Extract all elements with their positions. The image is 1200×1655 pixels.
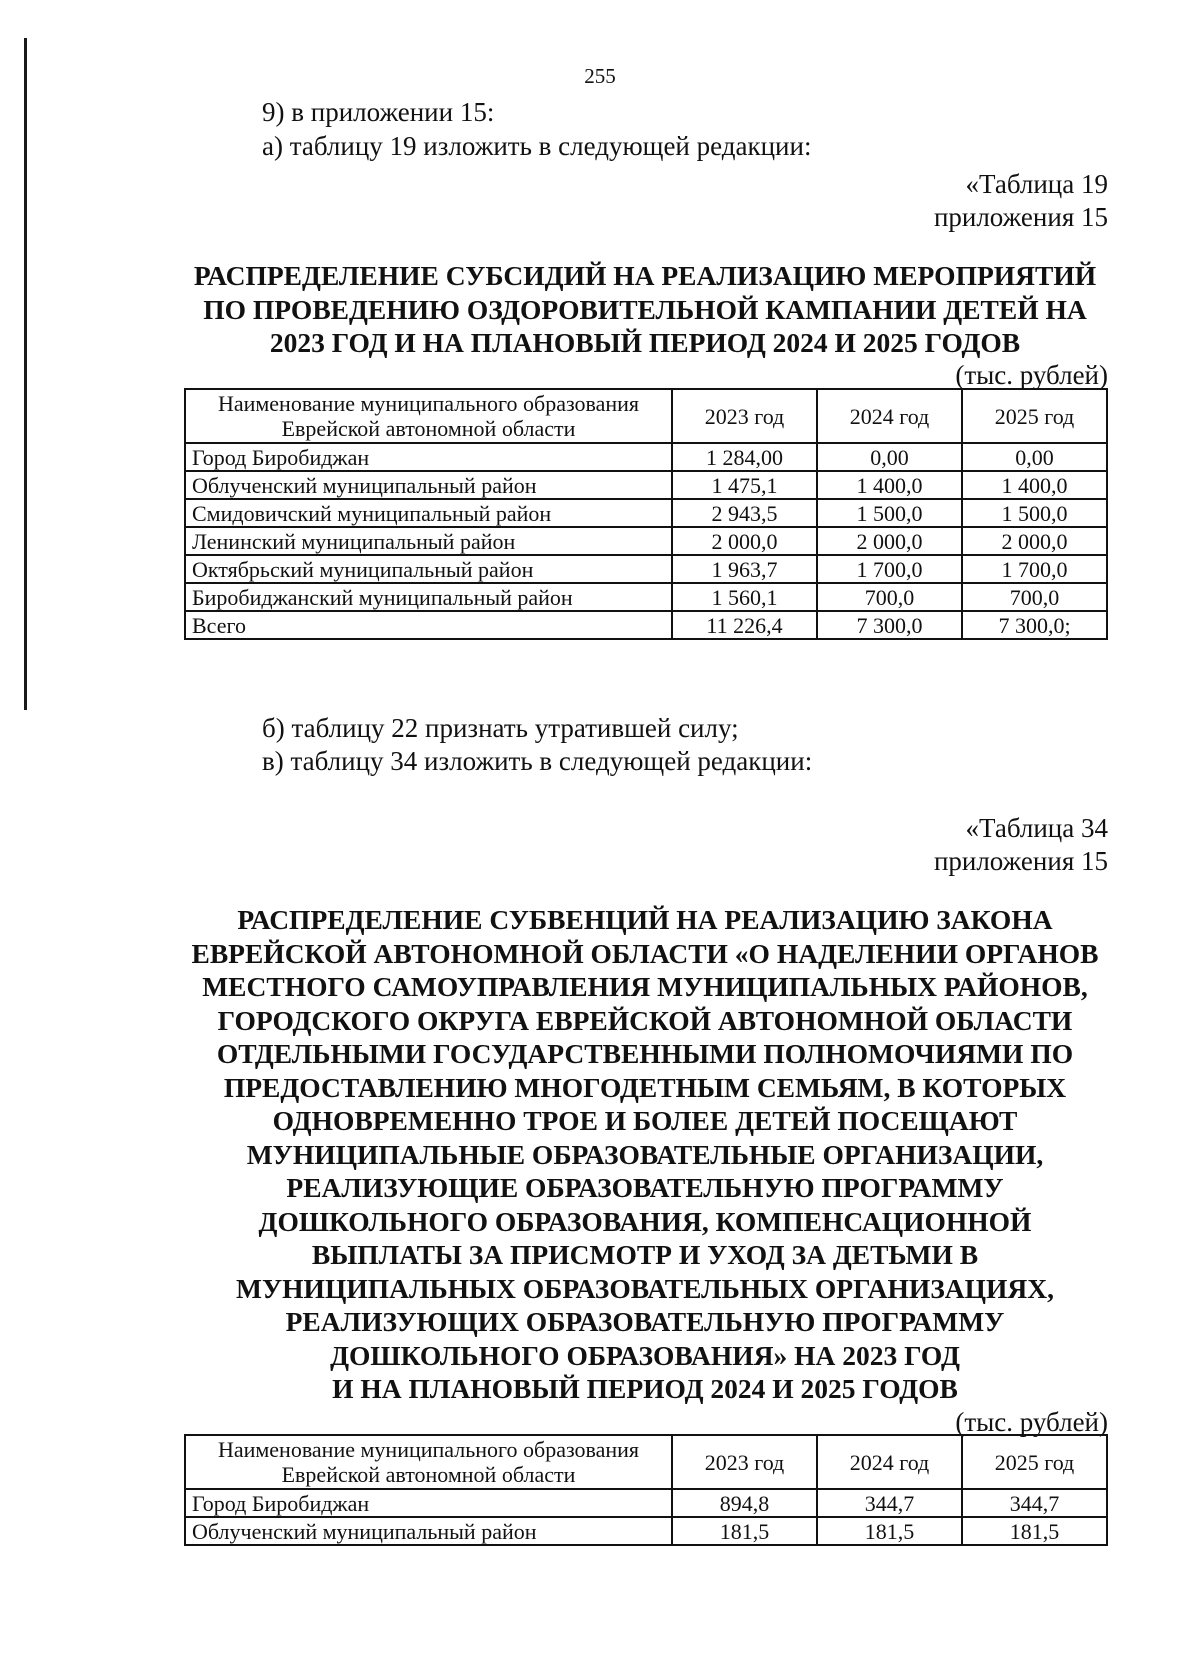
table19-ref-line-1: «Таблица 19: [965, 169, 1108, 199]
header-name-line-1: Наименование муниципального образования: [217, 391, 640, 416]
table34-ref-line-1: «Таблица 34: [965, 813, 1108, 843]
cell-2025: 344,7: [962, 1489, 1107, 1517]
header-2024: 2024 год: [817, 1435, 962, 1489]
table-total-row: [185, 611, 1107, 639]
table-row: [185, 1517, 1107, 1545]
table19-title-line: ПО ПРОВЕДЕНИЮ ОЗДОРОВИТЕЛЬНОЙ КАМПАНИИ ДЕТЕЙ НА: [203, 293, 1087, 325]
table34-title-line: ОТДЕЛЬНЫМИ ГОСУДАРСТВЕННЫМИ ПОЛНОМОЧИЯМИ ПО: [216, 1038, 1074, 1069]
cell-2023: 1 560,1: [672, 583, 817, 611]
header-name-line-2: Еврейской автономной области: [281, 1462, 576, 1487]
header-name-line-1: Наименование муниципального образования: [217, 1437, 640, 1462]
table34-title-line: ДОШКОЛЬНОГО ОБРАЗОВАНИЯ, КОМПЕНСАЦИОННОЙ: [258, 1205, 1032, 1237]
header-2023: 2023 год: [672, 1435, 817, 1489]
header-municipality: [185, 1435, 672, 1489]
table34-title-line: РЕАЛИЗУЮЩИЕ ОБРАЗОВАТЕЛЬНУЮ ПРОГРАММУ: [286, 1172, 1004, 1203]
table34-title-line: РЕАЛИЗУЮЩИХ ОБРАЗОВАТЕЛЬНУЮ ПРОГРАММУ: [285, 1306, 1005, 1337]
table34-title-line: МУНИЦИПАЛЬНЫЕ ОБРАЗОВАТЕЛЬНЫЕ ОРГАНИЗАЦИИ,: [246, 1138, 1044, 1170]
table19-ref-line-2: приложения 15: [933, 202, 1108, 232]
cell-2023: 1 475,1: [672, 471, 817, 499]
cell-name: Облученский муниципальный район: [185, 1517, 672, 1545]
page-number: 255: [584, 64, 616, 88]
table34-title-line: МУНИЦИПАЛЬНЫХ ОБРАЗОВАТЕЛЬНЫХ ОРГАНИЗАЦИЯХ,: [236, 1272, 1054, 1304]
table-row: [185, 499, 1107, 527]
cell-2023: 894,8: [672, 1489, 817, 1517]
paragraph-b: б) таблицу 22 признать утратившей силу;: [262, 713, 739, 743]
table34-ref-line-2: приложения 15: [933, 846, 1108, 876]
paragraph-v: в) таблицу 34 изложить в следующей редакции:: [262, 746, 813, 776]
table19-title-line: 2023 ГОД И НА ПЛАНОВЫЙ ПЕРИОД 2024 И 2025 ГОДОВ: [269, 327, 1021, 358]
cell-name: Облученский муниципальный район: [185, 471, 672, 499]
cell-2025: 0,00: [962, 443, 1107, 471]
header-2023: 2023 год: [672, 389, 817, 443]
cell-2023: 1 284,00: [672, 443, 817, 471]
cell-2025: 1 500,0: [962, 499, 1107, 527]
cell-2025: 7 300,0;: [962, 611, 1107, 639]
cell-name: Город Биробиджан: [185, 443, 672, 471]
table-row: [185, 527, 1107, 555]
cell-2025: 1 700,0: [962, 555, 1107, 583]
cell-name: Октябрьский муниципальный район: [185, 555, 672, 583]
cell-name: Ленинский муниципальный район: [185, 527, 672, 555]
cell-2024: 1 500,0: [817, 499, 962, 527]
table34: [184, 1434, 1108, 1546]
table34-title-line: РАСПРЕДЕЛЕНИЕ СУБВЕНЦИЙ НА РЕАЛИЗАЦИЮ ЗАКОНА: [237, 904, 1053, 935]
left-margin-line: [24, 38, 27, 710]
cell-2025: 181,5: [962, 1517, 1107, 1545]
cell-name: Всего: [185, 611, 672, 639]
cell-2024: 181,5: [817, 1517, 962, 1545]
table34-reference: [934, 812, 1108, 878]
table-header-row: [185, 389, 1107, 443]
cell-2023: 181,5: [672, 1517, 817, 1545]
table19: [184, 388, 1108, 640]
table34-title-line: ВЫПЛАТЫ ЗА ПРИСМОТР И УХОД ЗА ДЕТЬМИ В: [311, 1239, 979, 1270]
cell-2025: 700,0: [962, 583, 1107, 611]
table19-title-line: РАСПРЕДЕЛЕНИЕ СУБСИДИЙ НА РЕАЛИЗАЦИЮ МЕРОПРИЯТИЙ: [193, 260, 1097, 291]
table34-units: (тыс. рублей): [955, 1407, 1108, 1437]
header-2024: 2024 год: [817, 389, 962, 443]
table-row: [185, 583, 1107, 611]
header-name-line-2: Еврейской автономной области: [281, 416, 576, 441]
table-row: [185, 1489, 1107, 1517]
table19-units: (тыс. рублей): [955, 360, 1108, 390]
cell-2023: 11 226,4: [672, 611, 817, 639]
table34-title-line: ДОШКОЛЬНОГО ОБРАЗОВАНИЯ» НА 2023 ГОД: [330, 1339, 960, 1371]
cell-2024: 700,0: [817, 583, 962, 611]
cell-2024: 344,7: [817, 1489, 962, 1517]
table19-title: [180, 259, 1110, 360]
cell-2024: 1 700,0: [817, 555, 962, 583]
cell-2025: 2 000,0: [962, 527, 1107, 555]
cell-2025: 1 400,0: [962, 471, 1107, 499]
table-header-row: [185, 1435, 1107, 1489]
table34-title-line: ОДНОВРЕМЕННО ТРОЕ И БОЛЕЕ ДЕТЕЙ ПОСЕЩАЮТ: [272, 1105, 1018, 1136]
cell-name: Город Биробиджан: [185, 1489, 672, 1517]
cell-2023: 1 963,7: [672, 555, 817, 583]
intro-line-1: 9) в приложении 15:: [262, 97, 495, 127]
cell-2024: 7 300,0: [817, 611, 962, 639]
table34-title-line: МЕСТНОГО САМОУПРАВЛЕНИЯ МУНИЦИПАЛЬНЫХ РАЙОНОВ,: [202, 971, 1088, 1002]
cell-2024: 1 400,0: [817, 471, 962, 499]
header-2025: 2025 год: [962, 1435, 1107, 1489]
cell-2023: 2 000,0: [672, 527, 817, 555]
cell-name: Биробиджанский муниципальный район: [185, 583, 672, 611]
table34-title-line: ГОРОДСКОГО ОКРУГА ЕВРЕЙСКОЙ АВТОНОМНОЙ ОБЛАСТИ: [217, 1004, 1073, 1036]
intro-line-2: а) таблицу 19 изложить в следующей редакции:: [262, 131, 812, 161]
cell-2024: 2 000,0: [817, 527, 962, 555]
table-row: [185, 555, 1107, 583]
header-municipality: [185, 389, 672, 443]
table34-title: [180, 903, 1110, 1406]
cell-2024: 0,00: [817, 443, 962, 471]
table34-title-line: ЕВРЕЙСКОЙ АВТОНОМНОЙ ОБЛАСТИ «О НАДЕЛЕНИИ ОРГАНОВ: [191, 937, 1099, 969]
cell-name: Смидовичский муниципальный район: [185, 499, 672, 527]
header-2025: 2025 год: [962, 389, 1107, 443]
table-row: [185, 471, 1107, 499]
cell-2023: 2 943,5: [672, 499, 817, 527]
table19-reference: [934, 168, 1108, 234]
table-row: [185, 443, 1107, 471]
table34-title-line: И НА ПЛАНОВЫЙ ПЕРИОД 2024 И 2025 ГОДОВ: [332, 1373, 958, 1404]
table34-title-line: ПРЕДОСТАВЛЕНИЮ МНОГОДЕТНЫМ СЕМЬЯМ, В КОТОРЫХ: [223, 1071, 1067, 1103]
